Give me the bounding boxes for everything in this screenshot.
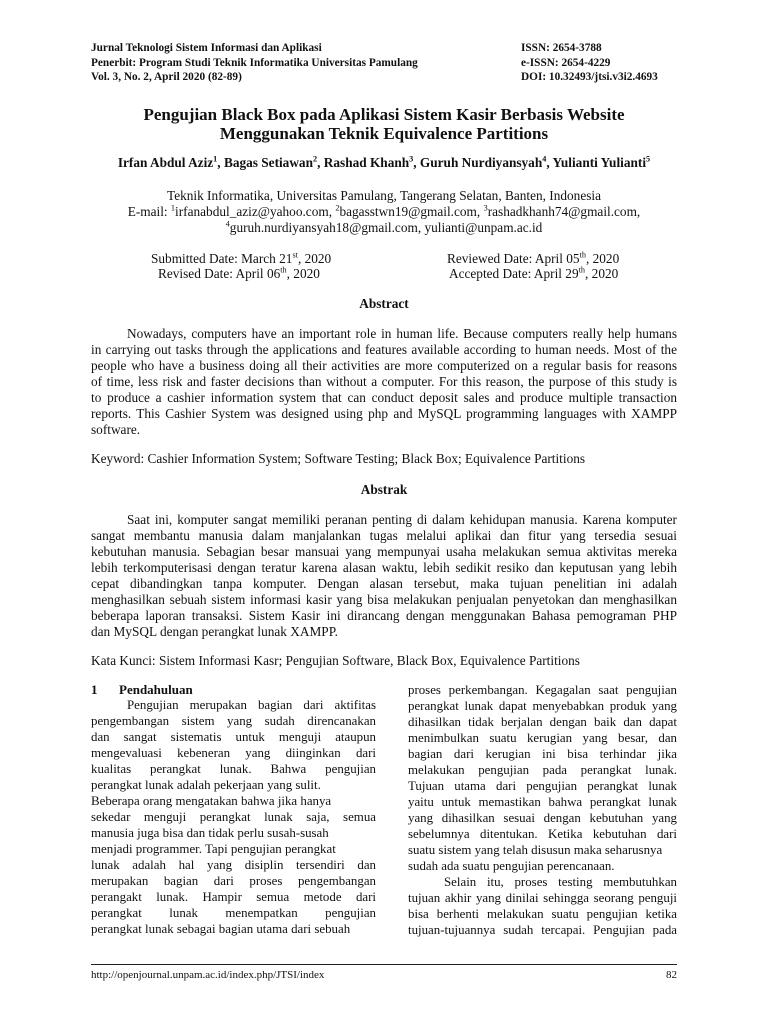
col2-line: Selain itu, proses testing membutuhkan (444, 875, 677, 889)
date-year: , 2020 (585, 266, 619, 281)
journal-name: Jurnal Teknologi Sistem Informasi dan Aplikasi (91, 42, 322, 54)
date-label: Revised Date: April 06 (158, 266, 281, 281)
abstract-line: in carrying out tasks through the applications and features available according to human needs. Most of the (91, 342, 677, 357)
col2-line: yang dihasilkan sesuai dengan kebutuhan yang (408, 811, 677, 825)
col1-line: kualitas perangkat lunak. Bahwa pengujian (91, 762, 376, 776)
col1-line: perangakt lunak. Hampir semua metode dari (91, 890, 376, 904)
abstract-keywords: Keyword: Cashier Information System; Software Testing; Black Box; Equivalence Partitions (91, 451, 586, 466)
revised-date (158, 266, 320, 282)
date-ordinal: th (280, 265, 287, 275)
col2-line: Tujuan utama dari pengujian perangkat lunak (408, 779, 677, 793)
reviewed-date (447, 251, 619, 267)
abstract-line: of time, less risk and faster decisions than without a computer. For this reason, the purpose of this study is (91, 374, 677, 389)
abstract-line: to produce a cashier information system that can conduct deposit sales and produce multiple transaction (91, 390, 677, 405)
author-name: Irfan Abdul Aziz (117, 155, 214, 170)
author-name: Yulianti Yulianti (552, 155, 647, 170)
section-number: 1 (91, 682, 98, 697)
col2-line: sebelumnya ditentukan. Ketika kebutuhan dari (408, 827, 677, 841)
date-year: , 2020 (286, 266, 320, 281)
abstrak-line: beberapa laporan transaksi. Sistem Kasir ini dirancang dengan menggunakan Bahasa pemograman PHP (91, 608, 677, 623)
col2-line: tujuan-tujuannya sudah tercapai. Pengujian pada (408, 923, 677, 937)
abstract-line: reports. This Cashier System was designed using php and MySQL programming languages with XAMPP (91, 406, 677, 421)
submitted-date (151, 251, 331, 267)
email-address[interactable]: bagasstwn19@gmail.com, (339, 204, 484, 219)
date-label: Reviewed Date: April 05 (447, 251, 580, 266)
col1-line: Pengujian merupakan bagian dari aktifitas (127, 698, 376, 712)
footer-rule (91, 964, 677, 965)
col1-line: lunak adalah hal yang disiplin tersendiri dan (91, 858, 376, 872)
footer-url[interactable]: http://openjournal.unpam.ac.id/index.php/JTSI/index (91, 969, 325, 981)
col1-line: perangkat lunak menempatkan pengujian (91, 906, 376, 920)
abstrak-line: sangat membantu manusia dalam manjalankan tugas melalui aplikai dan fitur yang tersedia sesuai (91, 528, 677, 543)
email-mark: 2 (335, 203, 340, 213)
email-label: E-mail: (127, 204, 171, 219)
abstrak-line: menghasilkan sebuah sistem informasi kasir yang bisa melakukan penjualan penyetokan dan menghasilkan (91, 592, 677, 607)
abstrak-line: kebutuhan manusia. Sebagian besar mansuai yang mempunyai usaha melakukan semua aktivitas mereka (91, 544, 677, 559)
e-issn: e-ISSN: 2654-4229 (521, 57, 611, 69)
abstrak-line: dan MySQL dengan perangkat lunak XAMPP. (91, 624, 338, 639)
affiliation-institution: Teknik Informatika, Universitas Pamulang, Tangerang Selatan, Banten, Indonesia (167, 188, 601, 203)
author-name: Rashad Khanh (323, 155, 410, 170)
author-name: Guruh Nurdiyansyah (419, 155, 543, 170)
col2-line: dihasilkan tidak berjalan dengan baik dan dapat (408, 715, 677, 729)
abstract-line: software. (91, 422, 141, 437)
col2-line: bisa berhenti melakukan suatu pengujian ketika (408, 907, 677, 921)
col1-line: mengevaluasi kebeneran yang diinginkan dari (91, 746, 376, 760)
issn: ISSN: 2654-3788 (521, 42, 602, 54)
col1-line: sekedar menguji perangkat lunak saja, semua (91, 810, 376, 824)
author-affil-mark: 5 (646, 154, 651, 164)
author-affil-mark: 2 (312, 154, 318, 164)
abstract-heading: Abstract (359, 296, 409, 311)
affiliation-emails-line-2 (0, 220, 768, 236)
email-address[interactable]: irfanabdul_aziz@yahoo.com, (175, 204, 336, 219)
email-mark: 1 (170, 203, 176, 213)
col1-line: perangkat lunak adalah pekerjaan yang sulit. (91, 778, 321, 792)
author-name: Bagas Setiawan (223, 155, 313, 170)
date-label: Submitted Date: March 21 (151, 251, 293, 266)
date-ordinal: st (292, 250, 298, 260)
col1-line: menjadi programmer. Tapi pengujian perangkat (91, 842, 336, 856)
abstract-line: people who have a business doing all their activities are more computerized on a regular basis for reasons (91, 358, 677, 373)
col2-line: melakukan pengujian pada perangkat lunak. (408, 763, 677, 777)
accepted-date (449, 266, 618, 282)
col2-line: bagian dari kerugian ini bisa terhindar jika (408, 747, 677, 761)
col1-line: manusia juga bisa dan tidak perlu susah-susah (91, 826, 329, 840)
author-list: Irfan Abdul Aziz$^1$, Bagas Setiawan$^2$, Rashad Khanh$^3$, Guruh Nurdiyansyah$^4$, Yulianti Yulianti$^5$ (117, 154, 651, 170)
date-year: , 2020 (297, 251, 332, 266)
abstrak-keywords: Kata Kunci: Sistem Informasi Kasr; Pengujian Software, Black Box, Equivalence Partitions (91, 653, 580, 668)
doi[interactable]: DOI: 10.32493/jtsi.v3i2.4693 (521, 71, 658, 83)
abstrak-heading: Abstrak (360, 482, 408, 497)
abstrak-line: cepat dibandingkan tanpa komputer. Dengan alasan tersebut, maka tujuan penelitian ini adalah (91, 576, 677, 591)
publisher: Penerbit: Program Studi Teknik Informatika Universitas Pamulang (91, 57, 418, 69)
col1-line: merupakan bagian dari proses pengembangan (91, 874, 376, 888)
email-mark: 3 (483, 203, 488, 213)
section-title: Pendahuluan (119, 682, 193, 697)
author-affil-mark: 4 (542, 154, 547, 164)
email-address[interactable]: rashadkhanh74@gmail.com, (487, 204, 641, 219)
col2-line: tujuan akhir yang dinilai sehingga seorang penguji (408, 891, 677, 905)
col1-line: dan sangat sistematis untuk menguji ataupun (91, 730, 376, 744)
col2-line: perangkat lunak dapat menyebabkan produk yang (408, 699, 677, 713)
paper-title-line-2: Menggunakan Teknik Equivalence Partitions (219, 124, 549, 143)
col1-line: perangkat lunak sebagai bagian utama dari sebuah (91, 922, 351, 936)
volume-info: Vol. 3, No. 2, April 2020 (82-89) (91, 71, 242, 83)
col1-line: Beberapa orang mengatakan bahwa jika hanya (91, 794, 332, 808)
col2-line: proses perkembangan. Kegagalan saat pengujian (408, 683, 677, 697)
author-affil-mark: 1 (213, 154, 218, 164)
date-year: , 2020 (585, 251, 620, 266)
col2-line: sudah ada suatu pengujian perencanaan. (408, 859, 615, 873)
author-affil-mark: 3 (409, 154, 414, 164)
col2-line: yaitu untuk memastikan bahwa perangkat lunak (408, 795, 677, 809)
col2-line: suatu sistem yang telah disusun maka seharusnya (408, 843, 663, 857)
col1-line: pengembangan sistem yang sudah direncanakan (91, 714, 376, 728)
date-ordinal: th (579, 250, 586, 260)
affiliation-emails-line-1 (0, 204, 768, 220)
email-mark: 4 (225, 219, 230, 229)
abstrak-line: lebih terkomputerisasi dengan teratur karena alasan waktu, lebih sedikit resiko dan keputusan yang lebih (91, 560, 677, 575)
date-ordinal: th (578, 265, 586, 275)
date-label: Accepted Date: April 29 (449, 266, 579, 281)
abstract-line: Nowadays, computers have an important role in human life. Because computers really help humans (127, 326, 677, 341)
col2-line: menimbulkan suatu kerugian yang besar, dan (408, 731, 677, 745)
abstrak-line: Saat ini, komputer sangat memiliki peranan penting di dalam kehidupan manusia. Karena komputer (127, 512, 677, 527)
email-address[interactable]: guruh.nurdiyansyah18@gmail.com, yulianti@unpam.ac.id (229, 220, 543, 235)
page-number: 82 (666, 969, 677, 981)
paper-title-line-1: Pengujian Black Box pada Aplikasi Sistem Kasir Berbasis Website (143, 105, 625, 124)
